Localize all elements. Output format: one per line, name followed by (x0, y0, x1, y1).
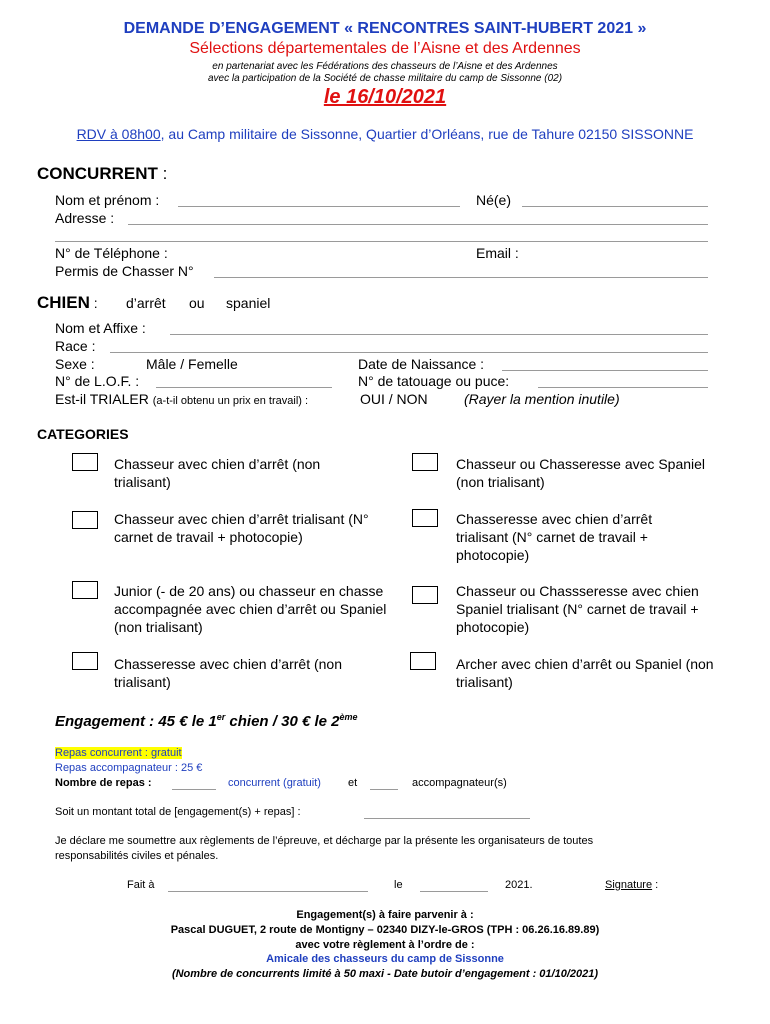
category-label-3: Chasseur avec chien d’arrêt trialisant (N° carnet de travail + photocopie) (114, 511, 369, 545)
category-label-7: Chasseresse avec chien d’arrêt (non trialisant) (114, 656, 343, 690)
partner-line-1: en partenariat avec les Fédérations des chasseurs de l’Aisne et des Ardennes (212, 61, 558, 72)
chien-heading: CHIEN (37, 293, 90, 312)
footer-limit: (Nombre de concurrents limité à 50 maxi - Date butoir d’engagement : 01/10/2021) (171, 968, 599, 980)
address-field[interactable] (128, 224, 708, 225)
concurrent-heading: CONCURRENT (37, 164, 158, 183)
fee-first: Engagement : 45 € le 1 (55, 713, 217, 730)
dog-name-label: Nom et Affixe : (55, 320, 146, 336)
category-checkbox-1[interactable] (72, 453, 98, 471)
meal-free: Repas concurrent : gratuit (55, 747, 182, 759)
meal-companion: Repas accompagnateur : 25 € (55, 762, 203, 774)
tattoo-field[interactable] (538, 387, 708, 388)
total-label: Soit un montant total de [engagement(s) + repas] : (55, 806, 301, 818)
chien-colon: : (89, 295, 98, 311)
sex-label: Sexe : (55, 356, 95, 372)
footer-payment: avec votre règlement à l’ordre de : (295, 939, 475, 951)
dog-type-spaniel[interactable]: spaniel (226, 295, 271, 311)
meal-count-label: Nombre de repas : (55, 777, 152, 789)
tattoo-label: N° de tatouage ou puce: (358, 373, 510, 389)
date-on-label: le (394, 879, 403, 891)
total-field[interactable] (364, 818, 530, 819)
event-date: le 16/10/2021 (323, 86, 447, 108)
trialer-hint: (a-t-il obtenu un prix en travail) : (152, 395, 309, 407)
birth-field[interactable] (502, 370, 708, 371)
signature-colon: : (652, 879, 659, 891)
footer-address: Pascal DUGUET, 2 route de Montigny – 02340 DIZY-le-GROS (TPH : 06.26.16.89.89) (170, 924, 600, 936)
category-label-5: Junior (- de 20 ans) ou chasseur en chasse accompagnée avec chien d’arrêt ou Spaniel (non trialisant) (114, 583, 387, 635)
declaration-line-2: responsabilités civiles et pénales. (55, 850, 219, 862)
concurrent-colon: : (157, 164, 168, 183)
category-checkbox-2[interactable] (412, 453, 438, 471)
lof-label: N° de L.O.F. : (55, 373, 140, 389)
category-label-6: Chasseur ou Chassseresse avec chien Spaniel trialisant (N° carnet de travail + photocopie) (456, 583, 699, 635)
signature-date-field[interactable] (420, 891, 488, 892)
email-label: Email : (476, 245, 519, 261)
category-checkbox-5[interactable] (72, 581, 98, 599)
declaration-line-1: Je déclare me soumettre aux règlements de l’épreuve, et décharge par la présente les organisateurs de toutes (55, 835, 594, 847)
category-checkbox-8[interactable] (410, 652, 436, 670)
meal-and: et (348, 777, 358, 789)
category-checkbox-3[interactable] (72, 511, 98, 529)
meal-competitor: concurrent (gratuit) (228, 777, 321, 789)
footer-send-to: Engagement(s) à faire parvenir à : (296, 909, 474, 921)
form-title: DEMANDE D’ENGAGEMENT « RENCONTRES SAINT-HUBERT 2021 » (123, 20, 647, 37)
place-field[interactable] (168, 891, 368, 892)
category-label-2: Chasseur ou Chasseresse avec Spaniel (non trialisant) (456, 456, 706, 490)
name-label: Nom et prénom : (55, 192, 160, 208)
address-label: Adresse : (55, 210, 115, 226)
category-checkbox-4[interactable] (412, 509, 438, 527)
lof-field[interactable] (156, 387, 332, 388)
category-label-4: Chasseresse avec chien d’arrêt trialisant (N° carnet de travail + photocopie) (456, 511, 653, 563)
category-checkbox-6[interactable] (412, 586, 438, 604)
categories-heading: CATEGORIES (37, 426, 129, 442)
category-label-1: Chasseur avec chien d’arrêt (non trialisant) (114, 456, 321, 490)
rdv-address: , au Camp militaire de Sissonne, Quartier d’Orléans, rue de Tahure 02150 SISSONNE (160, 126, 694, 142)
birth-label: Date de Naissance : (358, 356, 485, 372)
trialer-options[interactable]: OUI / NON (360, 391, 428, 407)
form-subtitle: Sélections départementales de l’Aisne et des Ardennes (189, 40, 581, 57)
trialer-label: Est-il TRIALER (55, 391, 149, 407)
address-field-2[interactable] (55, 241, 708, 242)
meal-companion-field[interactable] (370, 789, 398, 790)
rdv-link[interactable]: RDV à 08h00 (76, 126, 161, 142)
footer-payee: Amicale des chasseurs du camp de Sissonne (266, 953, 504, 965)
sex-options[interactable]: Mâle / Femelle (146, 356, 238, 372)
trialer-row (55, 391, 308, 407)
engagement-fee (55, 712, 358, 730)
permit-field[interactable] (214, 277, 708, 278)
category-label-8: Archer avec chien d’arrêt ou Spaniel (non trialisant) (456, 656, 714, 690)
signature-label (605, 879, 658, 891)
dog-type-pointer[interactable]: d’arrêt (126, 295, 166, 311)
born-label: Né(e) (476, 192, 512, 208)
rdv-line (0, 126, 770, 142)
category-checkbox-7[interactable] (72, 652, 98, 670)
permit-label: Permis de Chasser N° (55, 263, 194, 279)
meal-competitor-field[interactable] (172, 789, 216, 790)
done-at-label: Fait à (127, 879, 155, 891)
dog-name-field[interactable] (170, 334, 708, 335)
phone-label: N° de Téléphone : (55, 245, 168, 261)
race-label: Race : (55, 338, 96, 354)
partner-line-2: avec la participation de la Société de chasse militaire du camp de Sissonne (02) (207, 73, 563, 84)
fee-second: chien / 30 € le 2 (225, 713, 340, 730)
chien-section (37, 293, 98, 313)
trialer-note: (Rayer la mention inutile) (464, 391, 620, 407)
born-field[interactable] (522, 206, 708, 207)
signature-text: Signature (605, 879, 653, 891)
fee-sup-1: er (216, 712, 226, 722)
year-label: 2021. (505, 879, 533, 891)
race-field[interactable] (110, 352, 708, 353)
concurrent-section (37, 164, 167, 184)
name-field[interactable] (178, 206, 460, 207)
fee-sup-2: ème (339, 712, 358, 722)
meal-companions: accompagnateur(s) (412, 777, 507, 789)
dog-type-or: ou (189, 295, 205, 311)
